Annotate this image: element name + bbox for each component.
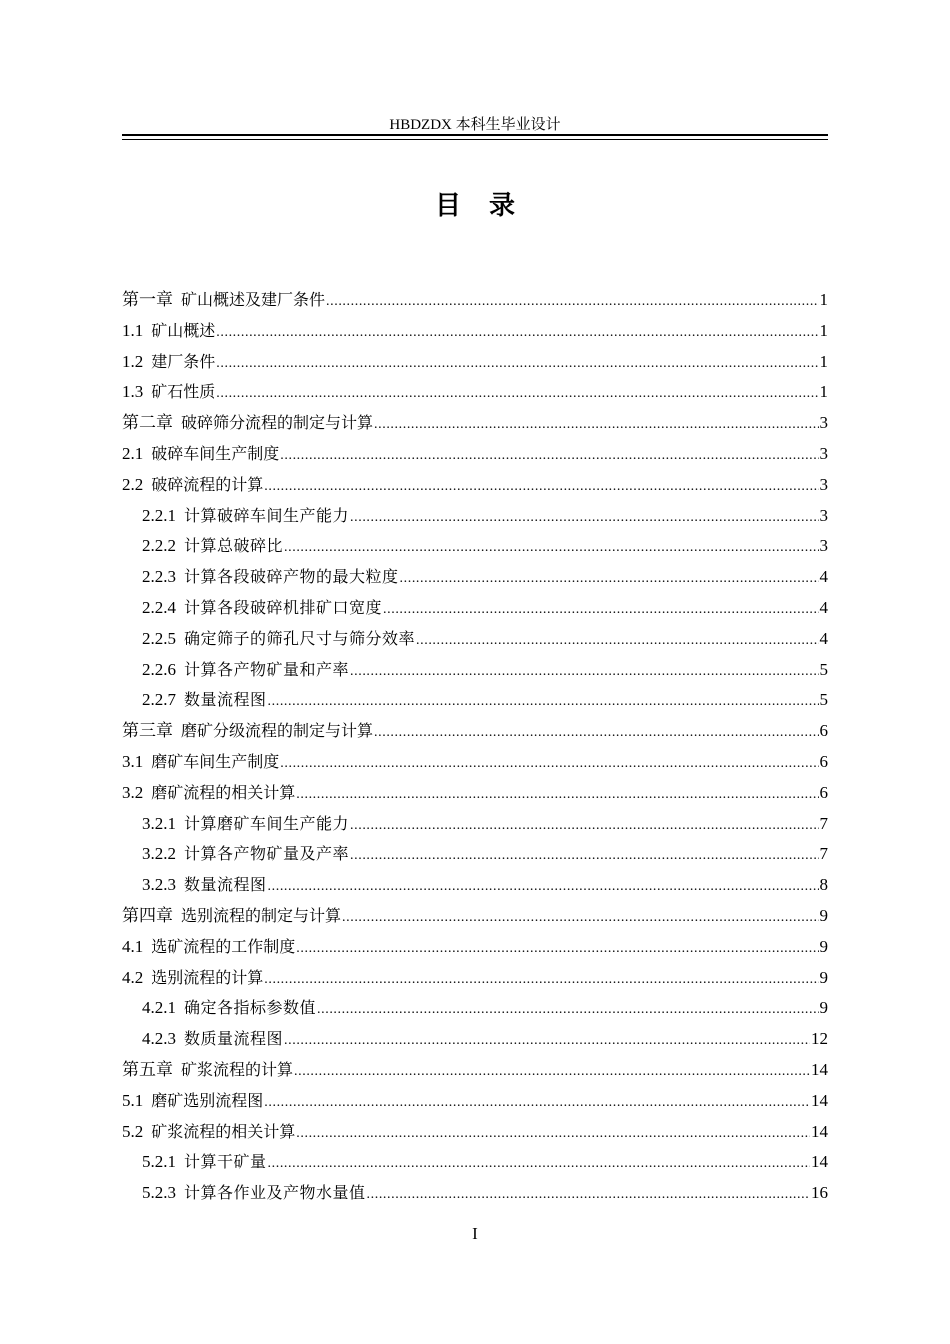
- dot-leader: [416, 626, 818, 657]
- dot-leader: [374, 410, 818, 441]
- toc-entry[interactable]: [122, 809, 828, 840]
- toc-entry-label: 破碎车间生产制度: [151, 443, 280, 463]
- toc-entry-page: 5: [819, 690, 828, 710]
- toc-entry-label: 确定筛子的筛孔尺寸与筛分效率: [184, 628, 416, 648]
- dot-leader: [342, 903, 818, 934]
- toc-entry[interactable]: [122, 316, 828, 347]
- dot-leader: [296, 780, 818, 811]
- toc-entry-label: 磨矿车间生产制度: [151, 751, 280, 771]
- dot-leader: [268, 872, 819, 903]
- toc-entry[interactable]: [122, 1055, 828, 1086]
- toc-entry[interactable]: [122, 470, 828, 501]
- toc-entry-label: 计算各产物矿量和产率: [184, 659, 350, 679]
- toc-entry-number: 5.2: [122, 1121, 144, 1141]
- toc-entry-number: 1.1: [122, 320, 144, 340]
- dot-leader: [268, 1149, 810, 1180]
- toc-entry-number: 2.2: [122, 474, 144, 494]
- toc-entry[interactable]: [122, 655, 828, 686]
- toc-entry-number: 3.2.1: [142, 813, 176, 833]
- toc-entry-label: 矿浆流程的相关计算: [151, 1121, 296, 1141]
- toc-entry-label: 矿山概述: [151, 320, 216, 340]
- toc-entry-label: 矿石性质: [151, 382, 216, 402]
- dot-leader: [264, 965, 818, 996]
- toc-entry-page: 4: [819, 567, 828, 587]
- toc-entry-page: 6: [819, 782, 828, 802]
- toc-entry-page: 14: [811, 1121, 828, 1141]
- toc-entry-number: 4.2.1: [142, 998, 176, 1018]
- toc-entry-number: 5.2.3: [142, 1183, 176, 1203]
- dot-leader: [350, 503, 818, 534]
- dot-leader: [264, 1088, 810, 1119]
- toc-entry[interactable]: [122, 1024, 828, 1055]
- toc-entry-page: 5: [819, 659, 828, 679]
- toc-entry-page: 1: [819, 290, 828, 309]
- toc-entry-number: 5.1: [122, 1090, 144, 1110]
- toc-entry-number: 1.2: [122, 351, 144, 371]
- toc-entry[interactable]: [122, 562, 828, 593]
- toc-entry[interactable]: [122, 839, 828, 870]
- dot-leader: [216, 349, 818, 380]
- toc-entry-number: 5.2.1: [142, 1152, 176, 1172]
- toc-entry[interactable]: [122, 716, 828, 747]
- toc-entry-number: 4.1: [122, 936, 144, 956]
- toc-entry-page: 3: [819, 505, 828, 525]
- toc-entry-label: 数质量流程图: [184, 1029, 284, 1049]
- toc-entry-page: 6: [819, 721, 828, 741]
- toc-entry[interactable]: [122, 593, 828, 624]
- toc-entry[interactable]: [122, 501, 828, 532]
- toc-entry-page: 9: [819, 905, 828, 925]
- toc-entry-number: 3.1: [122, 751, 144, 771]
- toc-entry[interactable]: [122, 685, 828, 716]
- dot-leader: [350, 811, 818, 842]
- dot-leader: [284, 1026, 810, 1057]
- toc-entry-number: 4.2.3: [142, 1029, 176, 1049]
- header-rule: [122, 134, 828, 140]
- toc-entry-page: 9: [819, 998, 828, 1018]
- dot-leader: [280, 749, 818, 780]
- toc-entry-page: 16: [811, 1183, 828, 1203]
- toc-entry-label: 确定各指标参数值: [184, 998, 317, 1018]
- toc-entry-page: 6: [819, 751, 828, 771]
- toc-entry-number: 第四章: [122, 905, 173, 925]
- toc-entry-label: 数量流程图: [184, 875, 267, 895]
- toc-entry-number: 2.2.6: [142, 659, 176, 679]
- toc-entry-page: 4: [819, 628, 828, 648]
- toc-entry-label: 计算各段破碎机排矿口宽度: [184, 597, 383, 617]
- toc-entry-label: 磨矿分级流程的制定与计算: [181, 721, 374, 741]
- toc-entry[interactable]: [122, 993, 828, 1024]
- toc-entry-number: 3.2.2: [142, 844, 176, 864]
- toc-entry-label: 计算各段破碎产物的最大粒度: [184, 567, 399, 587]
- toc-entry[interactable]: [122, 285, 828, 316]
- dot-leader: [294, 1057, 810, 1088]
- toc-entry[interactable]: [122, 963, 828, 994]
- toc-entry[interactable]: [122, 1086, 828, 1117]
- toc-title: 目录: [434, 191, 543, 221]
- toc-entry[interactable]: [122, 1178, 828, 1209]
- dot-leader: [326, 287, 818, 318]
- toc-entry-page: 1: [819, 382, 828, 402]
- toc-entry-page: 3: [819, 536, 828, 556]
- toc-entry-number: 2.2.1: [142, 505, 176, 525]
- dot-leader: [296, 1119, 810, 1150]
- table-of-contents: [122, 285, 828, 1209]
- toc-entry-number: 2.2.7: [142, 690, 176, 710]
- toc-entry[interactable]: [122, 439, 828, 470]
- dot-leader: [350, 657, 818, 688]
- toc-entry-label: 计算各产物矿量及产率: [184, 844, 350, 864]
- dot-leader: [374, 718, 818, 749]
- toc-entry[interactable]: [122, 747, 828, 778]
- toc-entry-page: 9: [819, 936, 828, 956]
- toc-entry[interactable]: [122, 932, 828, 963]
- toc-entry-page: 3: [819, 443, 828, 463]
- dot-leader: [317, 995, 818, 1026]
- toc-entry[interactable]: [122, 377, 828, 408]
- toc-entry-number: 第五章: [122, 1059, 173, 1079]
- dot-leader: [268, 687, 819, 718]
- toc-entry-label: 选别流程的计算: [151, 967, 264, 987]
- toc-entry-page: 14: [811, 1059, 828, 1079]
- toc-entry[interactable]: [122, 1147, 828, 1178]
- toc-entry-label: 计算磨矿车间生产能力: [184, 813, 350, 833]
- dot-leader: [284, 533, 818, 564]
- toc-entry-page: 7: [819, 813, 828, 833]
- page-number: I: [472, 1224, 478, 1243]
- dot-leader: [216, 318, 818, 349]
- toc-entry-page: 1: [819, 320, 828, 340]
- toc-entry-number: 第二章: [122, 413, 173, 433]
- toc-entry-number: 2.2.5: [142, 628, 176, 648]
- toc-entry-page: 3: [819, 474, 828, 494]
- toc-entry-label: 数量流程图: [184, 690, 267, 710]
- toc-entry-label: 选矿流程的工作制度: [151, 936, 296, 956]
- running-header: HBDZDX 本科生毕业设计: [389, 117, 561, 133]
- toc-entry-number: 1.3: [122, 382, 144, 402]
- toc-entry-label: 计算干矿量: [184, 1152, 267, 1172]
- toc-entry[interactable]: [122, 347, 828, 378]
- toc-entry-page: 14: [811, 1152, 828, 1172]
- dot-leader: [350, 841, 818, 872]
- toc-entry[interactable]: [122, 778, 828, 809]
- dot-leader: [296, 934, 818, 965]
- dot-leader: [367, 1180, 810, 1211]
- toc-entry[interactable]: [122, 1117, 828, 1148]
- toc-entry-number: 3.2: [122, 782, 144, 802]
- toc-entry[interactable]: [122, 901, 828, 932]
- toc-entry-number: 第一章: [122, 290, 173, 309]
- toc-entry-number: 3.2.3: [142, 875, 176, 895]
- toc-entry-page: 4: [819, 597, 828, 617]
- toc-entry-label: 建厂条件: [151, 351, 216, 371]
- toc-entry-label: 矿浆流程的计算: [181, 1059, 294, 1079]
- toc-entry-number: 2.1: [122, 443, 144, 463]
- dot-leader: [216, 379, 818, 410]
- toc-entry-label: 磨矿流程的相关计算: [151, 782, 296, 802]
- dot-leader: [280, 441, 818, 472]
- toc-entry[interactable]: [122, 531, 828, 562]
- toc-entry-page: 14: [811, 1090, 828, 1110]
- toc-entry-number: 4.2: [122, 967, 144, 987]
- toc-entry-label: 破碎筛分流程的制定与计算: [181, 413, 374, 433]
- toc-entry-label: 矿山概述及建厂条件: [181, 290, 326, 309]
- toc-entry-number: 第三章: [122, 721, 173, 741]
- toc-entry-label: 计算破碎车间生产能力: [184, 505, 350, 525]
- toc-entry-page: 9: [819, 967, 828, 987]
- toc-entry-label: 选别流程的制定与计算: [181, 905, 342, 925]
- toc-entry-page: 8: [819, 875, 828, 895]
- toc-entry-label: 磨矿选别流程图: [151, 1090, 264, 1110]
- toc-entry[interactable]: [122, 624, 828, 655]
- toc-entry[interactable]: [122, 870, 828, 901]
- toc-entry-label: 计算各作业及产物水量值: [184, 1183, 366, 1203]
- dot-leader: [264, 472, 818, 503]
- toc-entry-page: 12: [811, 1029, 828, 1049]
- toc-entry[interactable]: [122, 408, 828, 439]
- toc-entry-page: 1: [819, 351, 828, 371]
- toc-entry-page: 7: [819, 844, 828, 864]
- toc-entry-number: 2.2.3: [142, 567, 176, 587]
- toc-entry-page: 3: [819, 413, 828, 433]
- dot-leader: [383, 595, 818, 626]
- toc-entry-number: 2.2.2: [142, 536, 176, 556]
- dot-leader: [400, 564, 819, 595]
- toc-entry-number: 2.2.4: [142, 597, 176, 617]
- toc-entry-label: 计算总破碎比: [184, 536, 284, 556]
- toc-entry-label: 破碎流程的计算: [151, 474, 264, 494]
